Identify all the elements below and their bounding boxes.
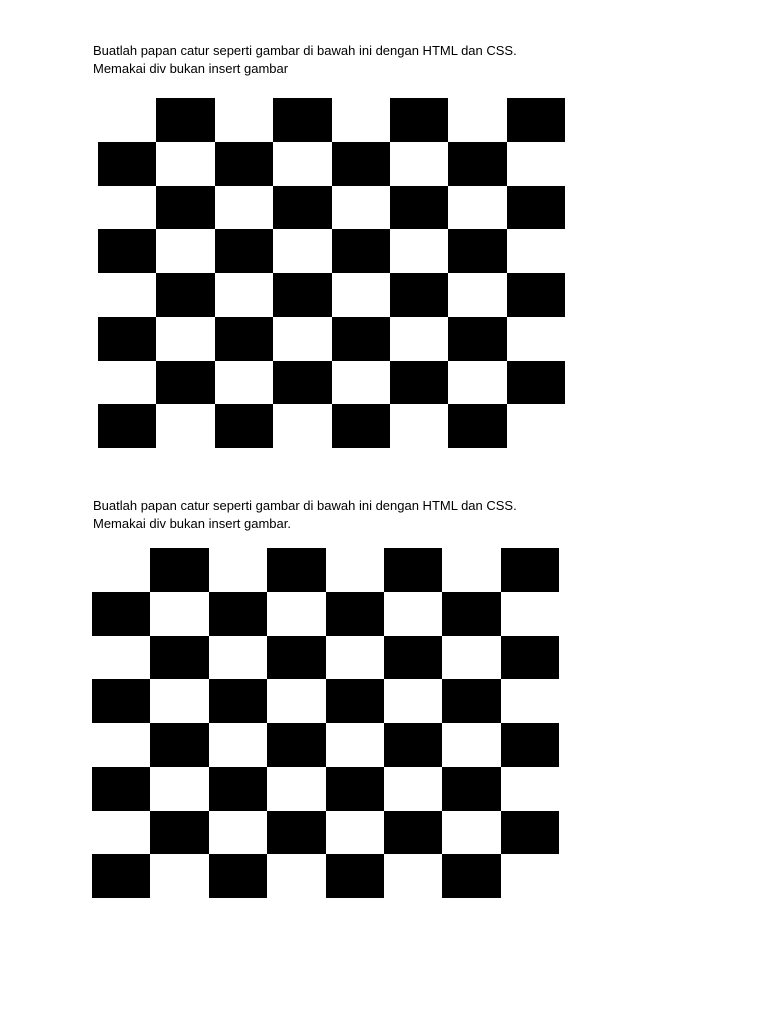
light-square bbox=[156, 142, 214, 186]
dark-square bbox=[98, 317, 156, 361]
dark-square bbox=[92, 767, 150, 811]
dark-square bbox=[384, 636, 442, 680]
dark-square bbox=[156, 98, 214, 142]
light-square bbox=[215, 186, 273, 230]
dark-square bbox=[98, 142, 156, 186]
light-square bbox=[92, 811, 150, 855]
light-square bbox=[150, 592, 208, 636]
dark-square bbox=[267, 548, 325, 592]
dark-square bbox=[442, 679, 500, 723]
dark-square bbox=[442, 854, 500, 898]
light-square bbox=[501, 679, 559, 723]
light-square bbox=[390, 317, 448, 361]
light-square bbox=[156, 229, 214, 273]
light-square bbox=[442, 636, 500, 680]
light-square bbox=[507, 142, 565, 186]
dark-square bbox=[332, 404, 390, 448]
light-square bbox=[507, 317, 565, 361]
dark-square bbox=[442, 767, 500, 811]
dark-square bbox=[267, 723, 325, 767]
light-square bbox=[390, 229, 448, 273]
light-square bbox=[273, 142, 331, 186]
light-square bbox=[448, 273, 506, 317]
light-square bbox=[150, 767, 208, 811]
dark-square bbox=[98, 229, 156, 273]
light-square bbox=[390, 142, 448, 186]
light-square bbox=[501, 767, 559, 811]
light-square bbox=[442, 548, 500, 592]
dark-square bbox=[390, 98, 448, 142]
chessboard-2 bbox=[92, 548, 559, 898]
dark-square bbox=[501, 811, 559, 855]
light-square bbox=[209, 811, 267, 855]
dark-square bbox=[156, 361, 214, 405]
dark-square bbox=[507, 361, 565, 405]
dark-square bbox=[267, 636, 325, 680]
dark-square bbox=[273, 361, 331, 405]
dark-square bbox=[156, 186, 214, 230]
dark-square bbox=[92, 854, 150, 898]
dark-square bbox=[209, 767, 267, 811]
dark-square bbox=[448, 404, 506, 448]
light-square bbox=[150, 679, 208, 723]
instruction-line-2: Memakai div bukan insert gambar. bbox=[93, 516, 291, 531]
dark-square bbox=[448, 229, 506, 273]
instruction-text-1 bbox=[93, 42, 517, 78]
light-square bbox=[507, 229, 565, 273]
light-square bbox=[448, 98, 506, 142]
light-square bbox=[384, 679, 442, 723]
light-square bbox=[215, 98, 273, 142]
light-square bbox=[209, 548, 267, 592]
light-square bbox=[507, 404, 565, 448]
light-square bbox=[267, 679, 325, 723]
dark-square bbox=[507, 273, 565, 317]
dark-square bbox=[326, 679, 384, 723]
dark-square bbox=[209, 854, 267, 898]
light-square bbox=[326, 723, 384, 767]
light-square bbox=[384, 854, 442, 898]
dark-square bbox=[507, 98, 565, 142]
light-square bbox=[390, 404, 448, 448]
light-square bbox=[273, 229, 331, 273]
chessboard-1 bbox=[98, 98, 565, 448]
light-square bbox=[150, 854, 208, 898]
light-square bbox=[156, 404, 214, 448]
light-square bbox=[92, 636, 150, 680]
light-square bbox=[448, 361, 506, 405]
light-square bbox=[267, 767, 325, 811]
dark-square bbox=[215, 404, 273, 448]
dark-square bbox=[390, 361, 448, 405]
instruction-line-1: Buatlah papan catur seperti gambar di bawah ini dengan HTML dan CSS. bbox=[93, 43, 517, 58]
light-square bbox=[273, 317, 331, 361]
dark-square bbox=[390, 273, 448, 317]
light-square bbox=[326, 636, 384, 680]
dark-square bbox=[92, 592, 150, 636]
dark-square bbox=[150, 548, 208, 592]
light-square bbox=[326, 548, 384, 592]
light-square bbox=[384, 767, 442, 811]
dark-square bbox=[267, 811, 325, 855]
light-square bbox=[501, 854, 559, 898]
light-square bbox=[442, 723, 500, 767]
dark-square bbox=[384, 548, 442, 592]
light-square bbox=[98, 98, 156, 142]
dark-square bbox=[384, 723, 442, 767]
light-square bbox=[501, 592, 559, 636]
light-square bbox=[98, 186, 156, 230]
dark-square bbox=[98, 404, 156, 448]
dark-square bbox=[273, 98, 331, 142]
light-square bbox=[267, 592, 325, 636]
light-square bbox=[209, 636, 267, 680]
dark-square bbox=[501, 636, 559, 680]
light-square bbox=[92, 548, 150, 592]
dark-square bbox=[326, 592, 384, 636]
dark-square bbox=[273, 186, 331, 230]
instruction-line-1: Buatlah papan catur seperti gambar di bawah ini dengan HTML dan CSS. bbox=[93, 498, 517, 513]
light-square bbox=[98, 361, 156, 405]
dark-square bbox=[92, 679, 150, 723]
dark-square bbox=[332, 317, 390, 361]
light-square bbox=[267, 854, 325, 898]
light-square bbox=[215, 273, 273, 317]
dark-square bbox=[326, 854, 384, 898]
light-square bbox=[92, 723, 150, 767]
dark-square bbox=[209, 679, 267, 723]
light-square bbox=[332, 361, 390, 405]
dark-square bbox=[150, 636, 208, 680]
dark-square bbox=[215, 142, 273, 186]
dark-square bbox=[390, 186, 448, 230]
dark-square bbox=[501, 723, 559, 767]
light-square bbox=[98, 273, 156, 317]
light-square bbox=[156, 317, 214, 361]
light-square bbox=[332, 273, 390, 317]
dark-square bbox=[215, 317, 273, 361]
dark-square bbox=[215, 229, 273, 273]
dark-square bbox=[209, 592, 267, 636]
light-square bbox=[332, 98, 390, 142]
light-square bbox=[215, 361, 273, 405]
dark-square bbox=[273, 273, 331, 317]
dark-square bbox=[326, 767, 384, 811]
dark-square bbox=[332, 142, 390, 186]
dark-square bbox=[442, 592, 500, 636]
dark-square bbox=[332, 229, 390, 273]
dark-square bbox=[150, 723, 208, 767]
dark-square bbox=[448, 317, 506, 361]
light-square bbox=[384, 592, 442, 636]
light-square bbox=[326, 811, 384, 855]
light-square bbox=[448, 186, 506, 230]
light-square bbox=[273, 404, 331, 448]
light-square bbox=[332, 186, 390, 230]
dark-square bbox=[448, 142, 506, 186]
dark-square bbox=[507, 186, 565, 230]
dark-square bbox=[150, 811, 208, 855]
instruction-text-2 bbox=[93, 497, 517, 533]
dark-square bbox=[501, 548, 559, 592]
light-square bbox=[209, 723, 267, 767]
dark-square bbox=[384, 811, 442, 855]
dark-square bbox=[156, 273, 214, 317]
instruction-line-2: Memakai div bukan insert gambar bbox=[93, 61, 289, 76]
light-square bbox=[442, 811, 500, 855]
